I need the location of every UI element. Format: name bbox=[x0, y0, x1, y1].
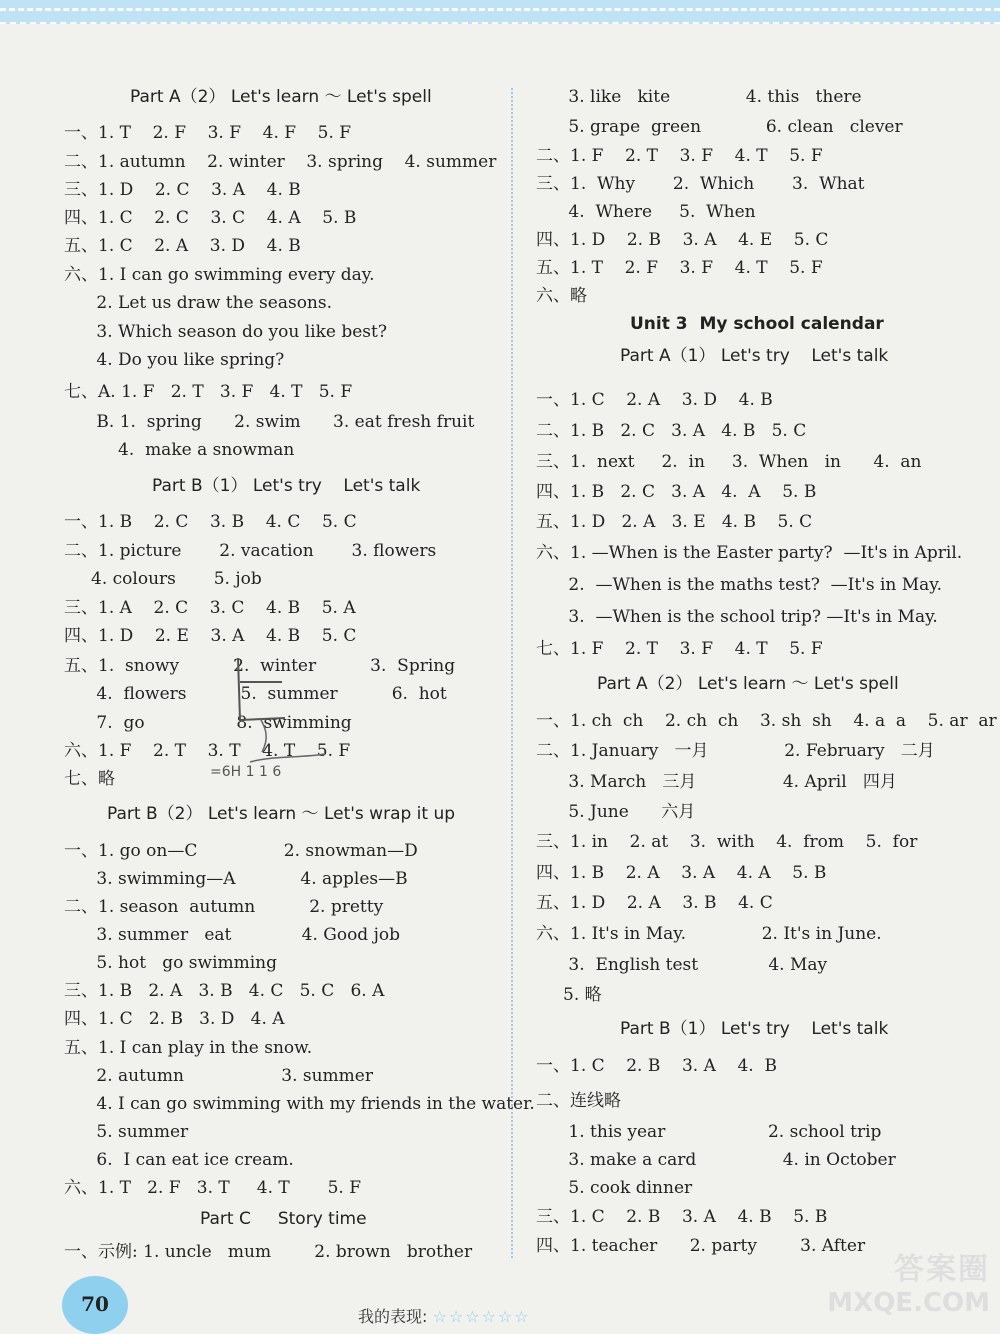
answer-line: 六、1. I can go swimming every day. bbox=[64, 265, 375, 285]
answer-line: 三、1. C 2. B 3. A 4. B 5. B bbox=[536, 1207, 828, 1227]
answer-line: 五、1. snowy 2. winter 3. Spring bbox=[64, 656, 456, 676]
answer-line: 二、1. January 一月 2. February 二月 bbox=[536, 741, 935, 761]
answer-line: 四、1. C 2. B 3. D 4. A bbox=[64, 1009, 285, 1029]
answer-line: 5. 略 bbox=[536, 985, 602, 1005]
answer-line: 3. summer eat 4. Good job bbox=[64, 925, 400, 945]
answer-line: 1. this year 2. school trip bbox=[536, 1122, 882, 1142]
answer-line: 五、1. D 2. A 3. E 4. B 5. C bbox=[536, 512, 813, 532]
answer-line: 三、1. B 2. A 3. B 4. C 5. C 6. A bbox=[64, 981, 385, 1001]
rating-stars-icon: ☆☆☆☆☆☆ bbox=[432, 1307, 531, 1326]
answer-line: 一、1. ch ch 2. ch ch 3. sh sh 4. a a 5. ar ar bbox=[536, 711, 997, 731]
answer-line: 五、1. C 2. A 3. D 4. B bbox=[64, 236, 301, 256]
section-heading: Part A（2） Let's learn ～ Let's spell bbox=[597, 674, 899, 694]
answer-line: 6. I can eat ice cream. bbox=[64, 1150, 294, 1170]
answer-line: 六、1. It's in May. 2. It's in June. bbox=[536, 924, 882, 944]
answer-line: 3. Which season do you like best? bbox=[64, 322, 387, 342]
answer-line: 三、1. Why 2. Which 3. What bbox=[536, 174, 865, 194]
answer-line: 4. Do you like spring? bbox=[64, 350, 285, 370]
answer-line: 5. grape green 6. clean clever bbox=[536, 117, 903, 137]
answer-line: 三、1. next 2. in 3. When in 4. an bbox=[536, 452, 922, 472]
section-heading: Part B（1） Let's try Let's talk bbox=[620, 1019, 889, 1039]
answer-line: 4. colours 5. job bbox=[64, 569, 262, 589]
answer-line: 3. March 三月 4. April 四月 bbox=[536, 772, 897, 792]
answer-line: 一、1. go on—C 2. snowman—D bbox=[64, 841, 418, 861]
answer-line: 二、1. B 2. C 3. A 4. B 5. C bbox=[536, 421, 807, 441]
section-heading: Part B（1） Let's try Let's talk bbox=[152, 476, 421, 496]
performance-label: 我的表现: bbox=[358, 1307, 428, 1326]
section-heading: Part B（2） Let's learn ～ Let's wrap it up bbox=[107, 804, 456, 824]
answer-line: 一、1. C 2. B 3. A 4. B bbox=[536, 1056, 778, 1076]
answer-line: 4. flowers 5. summer 6. hot bbox=[64, 684, 447, 704]
answer-line: 三、1. D 2. C 3. A 4. B bbox=[64, 180, 301, 200]
answer-line: 五、1. T 2. F 3. F 4. T 5. F bbox=[536, 258, 823, 278]
answer-line: 一、1. T 2. F 3. F 4. F 5. F bbox=[64, 123, 352, 143]
answer-line: 三、1. in 2. at 3. with 4. from 5. for bbox=[536, 832, 918, 852]
answer-line: 2. Let us draw the seasons. bbox=[64, 293, 333, 313]
answer-line: 六、略 bbox=[536, 286, 587, 306]
answer-line: 5. cook dinner bbox=[536, 1178, 693, 1198]
answer-line: 六、1. F 2. T 3. T 4. T 5. F bbox=[64, 741, 351, 761]
answer-line: 4. Where 5. When bbox=[536, 202, 756, 222]
answer-line: 二、1. F 2. T 3. F 4. T 5. F bbox=[536, 146, 823, 166]
answer-line: 5. June 六月 bbox=[536, 802, 696, 822]
answer-line: 三、1. A 2. C 3. C 4. B 5. A bbox=[64, 598, 356, 618]
answer-line: 7. go 8. swimming bbox=[64, 713, 352, 733]
watermark-line2: MXQE.COM bbox=[827, 1288, 990, 1318]
answer-line: 4. I can go swimming with my friends in the water. bbox=[64, 1094, 535, 1114]
answer-line: 5. hot go swimming bbox=[64, 953, 278, 973]
answer-line: 五、1. D 2. A 3. B 4. C bbox=[536, 893, 773, 913]
answer-line: 一、示例: 1. uncle mum 2. brown brother bbox=[64, 1242, 473, 1262]
answer-line: 二、1. season autumn 2. pretty bbox=[64, 897, 384, 917]
answer-line: B. 1. spring 2. swim 3. eat fresh fruit bbox=[64, 412, 475, 432]
answer-line: 四、1. teacher 2. party 3. After bbox=[536, 1236, 866, 1256]
answer-line: 3. like kite 4. this there bbox=[536, 87, 862, 107]
answer-line: 2. —When is the maths test? —It's in May. bbox=[536, 575, 943, 595]
section-heading: Part C Story time bbox=[200, 1209, 367, 1229]
answer-line: 3. swimming—A 4. apples—B bbox=[64, 869, 408, 889]
answer-line: 3. —When is the school trip? —It's in May. bbox=[536, 607, 938, 627]
watermark-line1: 答案圈 bbox=[894, 1252, 990, 1287]
answer-line: 二、1. picture 2. vacation 3. flowers bbox=[64, 541, 437, 561]
answer-line: 5. summer bbox=[64, 1122, 189, 1142]
pencil-note: =6H 1 1 6 bbox=[210, 764, 282, 780]
answer-line: 3. English test 4. May bbox=[536, 955, 828, 975]
answer-line: 七、略 bbox=[64, 769, 115, 789]
answer-line: 六、1. T 2. F 3. T 4. T 5. F bbox=[64, 1178, 361, 1198]
answer-line: 3. make a card 4. in October bbox=[536, 1150, 896, 1170]
top-decorative-band bbox=[0, 0, 1000, 24]
answer-line: 二、连线略 bbox=[536, 1091, 621, 1111]
watermark bbox=[827, 1244, 990, 1318]
answer-line: 四、1. D 2. E 3. A 4. B 5. C bbox=[64, 626, 357, 646]
page-number: 70 bbox=[62, 1276, 128, 1334]
answer-line: 七、A. 1. F 2. T 3. F 4. T 5. F bbox=[64, 382, 353, 402]
answer-line: 二、1. autumn 2. winter 3. spring 4. summer bbox=[64, 152, 497, 172]
section-heading: Part A（1） Let's try Let's talk bbox=[620, 346, 889, 366]
pencil-scribble bbox=[210, 652, 350, 780]
answer-line: 2. autumn 3. summer bbox=[64, 1066, 373, 1086]
answer-line: 五、1. I can play in the snow. bbox=[64, 1038, 313, 1058]
answer-line: 4. make a snowman bbox=[64, 440, 295, 460]
answer-line: 四、1. D 2. B 3. A 4. E 5. C bbox=[536, 230, 829, 250]
answer-line: 六、1. —When is the Easter party? —It's in April. bbox=[536, 543, 963, 563]
answer-line: 七、1. F 2. T 3. F 4. T 5. F bbox=[536, 639, 823, 659]
answer-line: 一、1. B 2. C 3. B 4. C 5. C bbox=[64, 512, 357, 532]
section-heading: Part A（2） Let's learn ～ Let's spell bbox=[130, 87, 432, 107]
performance-rating bbox=[358, 1304, 531, 1327]
answer-line: 四、1. B 2. A 3. A 4. A 5. B bbox=[536, 863, 827, 883]
answer-line: 四、1. B 2. C 3. A 4. A 5. B bbox=[536, 482, 817, 502]
answer-line: 四、1. C 2. C 3. C 4. A 5. B bbox=[64, 208, 357, 228]
unit-title: Unit 3 My school calendar bbox=[630, 314, 884, 334]
column-divider bbox=[511, 88, 513, 1258]
answer-line: 一、1. C 2. A 3. D 4. B bbox=[536, 390, 773, 410]
